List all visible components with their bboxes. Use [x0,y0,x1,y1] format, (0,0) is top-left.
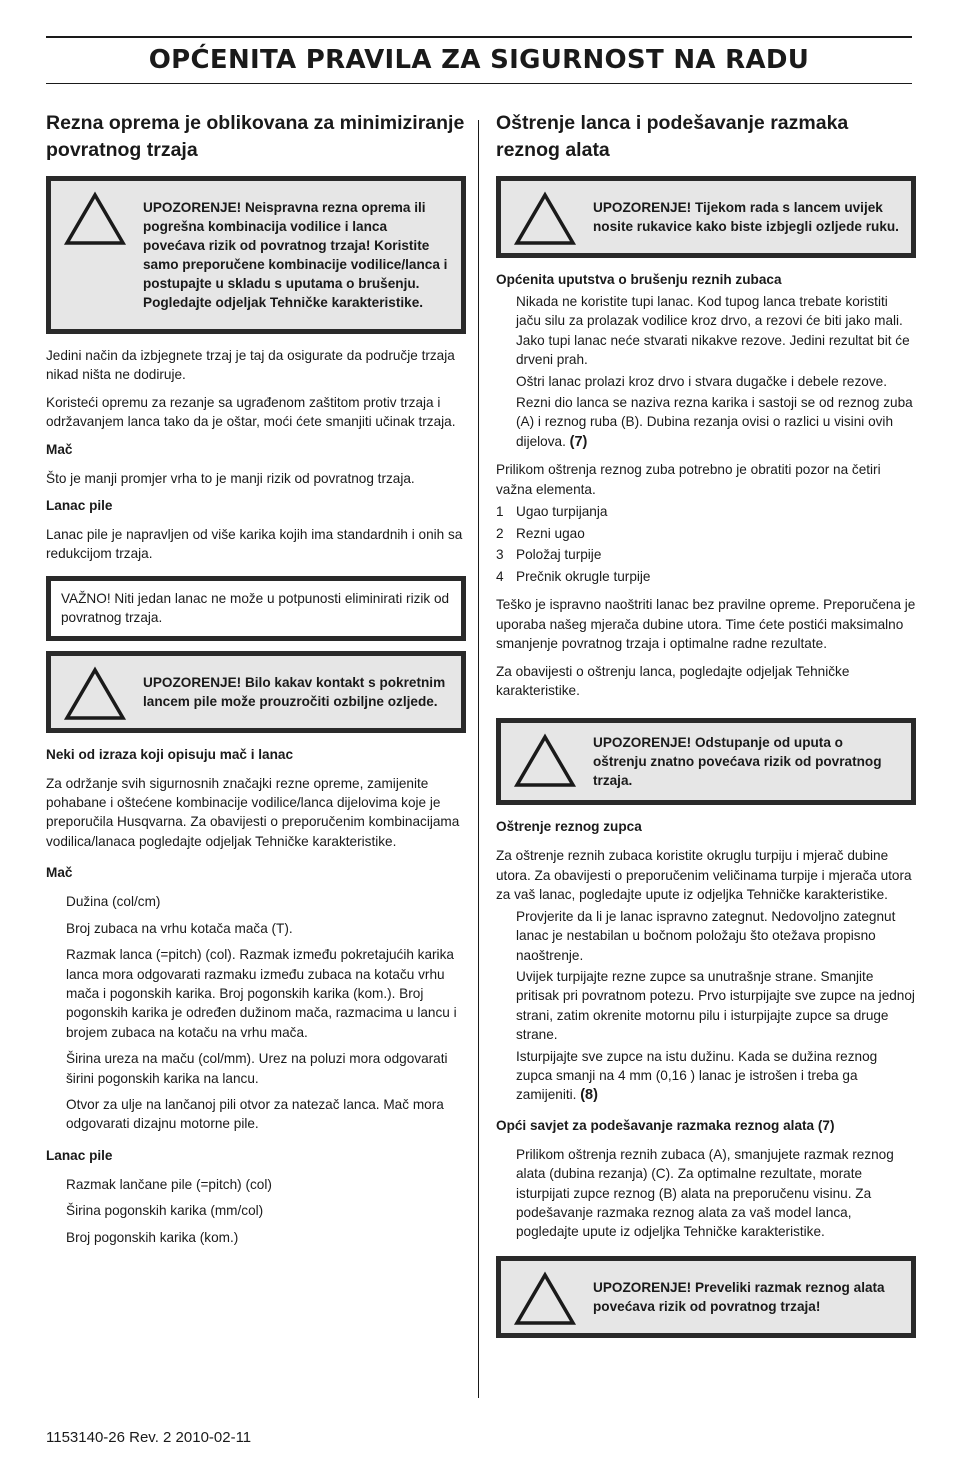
list-item: Razmak lančane pile (=pitch) (col) [66,1176,272,1192]
list-number: 3 [496,547,504,563]
warning-box-depth-gauge [496,1256,916,1338]
subheading-lanac-2: Lanac pile [46,1147,113,1163]
list-text: Ugao turpijanja [516,504,608,520]
warning-box-cutting-equipment [46,176,466,334]
warning-text: UPOZORENJE! Bilo kakav kontakt s pokretnim lancem pile može prouzročiti ozbiljne ozljede. [143,674,446,709]
page-title-bar [46,36,912,84]
paragraph: Za oštrenje reznih zubaca koristite okruglu turpiju i mjerač dubine utora. Za obavijesti o preporučenim veličinama turpije i mjerača utora za vaš lanac, pogledajte upute iz odjeljka Tehničke karakteristike. [496,848,912,903]
paragraph: Jedini način da izbjegnete trzaj je taj da osigurate da područje trzaja nikad ništa ne dodiruje. [46,348,455,383]
paragraph: Koristeći opremu za rezanje sa ugrađenom zaštitom protiv trzaja i održavanjem lanca tako da je oštar, moći ćete smanjiti učinak trzaja. [46,394,456,430]
list-item-text: Rezni dio lanca se naziva rezna karika i sastoji se od reznog zuba (A) i reznog ruba (B). Dubina rezanja ovisi o razlici u visini ovih dijelova. [516,395,913,449]
list-item: Razmak lanca (=pitch) (col). Razmak između pokretajućih karika lanca mora odgovarati razmaku između zubaca na kotaču vrhu mača i pogonskih karika. Broj pogonskih karika (kom.). Broj pogonskih karika je određen dužinom mača, razmacima u lancu i brojem zubaca na kotaču na vrhu mača. [66,947,457,1040]
four-elements-list [496,501,916,587]
list-item [496,393,916,452]
paragraph: Prilikom oštrenja reznih zubaca (A), smanjujete razmak reznog alata (dubina rezanja) (C). Za optimalne rezultate, morate isturpijati zupce reznog (B) alata na preporučenu visinu. Za podešavanje razmaka reznog alata za vaš model lanca, pogledajte upute iz odjeljka Tehničke karakteristike. [516,1146,894,1240]
warning-text: UPOZORENJE! Neispravna rezna oprema ili pogrešna kombinacija vodilice i lanca povećava rizik od povratnog trzaja! Koristite samo preporučene kombinacije vodilice/lanca i postupajte u skladu s uputama o brušenju. Pogledajte odjeljak Tehničke karakteristike. [143,200,448,310]
list-item: Dužina (col/cm) [66,894,161,910]
warning-triangle-icon [513,1271,577,1327]
important-note-box [46,576,466,641]
note-text: VAŽNO! Niti jedan lanac ne može u potpunosti eliminirati rizik od povratnog trzaja. [61,590,450,626]
warning-box-gloves [496,176,916,258]
subheading-sharpening-tooth: Oštrenje reznog zupca [496,819,642,835]
list-item: Širina pogonskih karika (mm/col) [66,1203,264,1219]
list-item [496,566,916,588]
warning-triangle-icon [513,191,577,247]
list-text: Prečnik okrugle turpije [516,568,651,584]
subheading-mac: Mač [46,441,73,457]
list-item: Provjerite da li je lanac ispravno zategnut. Nedovoljno zategnut lanac je nestabilan u bočnom položaju što otežava propisno naoštrenje. [516,908,896,963]
warning-triangle-icon [513,733,577,789]
subheading-depth-gauge: Opći savjet za podešavanje razmaka reznog alata (7) [496,1117,835,1133]
warning-text: UPOZORENJE! Preveliki razmak reznog alata povećava rizik od povratnog trzaja! [593,1279,885,1314]
figure-ref: (7) [569,433,588,450]
paragraph: Za održanje svih sigurnosnih značajki rezne opreme, zamijenite pohabane i oštećene kombinacije vodilice/lanca dijelovima koje je preporučila Husqvarna. Za obavijesti o preporučenim kombinacijama vodilica/lanaca pogledajte odjeljak Tehničke karakteristike. [46,775,460,849]
footer-doc-id: 1153140-26 Rev. 2 2010-02-11 [46,1429,252,1446]
left-column [46,110,466,1254]
list-item [496,1047,916,1106]
list-text: Rezni ugao [516,525,585,541]
list-number: 2 [496,525,504,541]
subheading-general-sharpening: Općenita uputstva o brušenju reznih zubaca [496,272,782,287]
list-item [496,501,916,523]
paragraph: Za obavijesti o oštrenju lanca, pogledajte odjeljak Tehničke karakteristike. [496,663,850,699]
list-item [496,544,916,566]
paragraph: Lanac pile je napravljen od više karika kojih ima standardnih i onih sa redukcijom trzaja. [46,527,463,562]
paragraph: Teško je ispravno naoštriti lanac bez pravilne opreme. Preporučena je uporaba našeg mjerača dubine utora. Time ćete postići maksimalno smanjenje povratnog trzaja i optimalne radne rezultate. [496,597,916,652]
list-item: Broj pogonskih karika (kom.) [66,1229,239,1245]
list-item: Širina ureza na maču (col/mm). Urez na poluzi mora odgovarati širini pogonskih karika na lancu. [66,1051,448,1086]
warning-triangle-icon [63,191,127,247]
warning-box-moving-chain [46,651,466,733]
column-divider [478,120,479,1398]
list-number: 4 [496,568,504,584]
list-item: Otvor za ulje na lančanoj pili otvor za natezač lanca. Mač mora odgovarati dizajnu motorne pile. [66,1096,444,1132]
figure-ref: (8) [580,1087,598,1104]
left-heading: Rezna oprema je oblikovana za minimiziranje povratnog trzaja [46,112,465,161]
paragraph: Prilikom oštrenja reznog zuba potrebno je obratiti pozor na četiri važna elementa. [496,462,881,497]
right-column [496,110,916,1350]
list-item-text: Isturpijajte sve zupce na istu dužinu. Kada se dužina reznog zupca smanji na 4 mm (0,16 ) lanac je istrošen i treba ga zamijeniti. [516,1048,878,1103]
warning-box-deviation [496,718,916,805]
list-item: Uvijek turpijajte rezne zupce sa unutrašnje strane. Smanjite pritisak pri povratnom potezu. Prvo isturpijajte sve zupce na jednoj strani, zatim okrenite motornu pilu i isturpijajte zupce sa druge strane. [516,968,915,1043]
warning-text: UPOZORENJE! Odstupanje od uputa o oštrenju znatno povećava rizik od povratnog trzaja. [593,735,882,789]
list-item: Oštri lanac prolazi kroz drvo i stvara dugačke i debele rezove. [516,373,887,389]
right-heading: Oštrenje lanca i podešavanje razmaka reznog alata [496,112,849,161]
subheading-lanac: Lanac pile [46,498,113,514]
paragraph: Što je manji promjer vrha to je manji rizik od povratnog trzaja. [46,470,415,486]
list-item: Nikada ne koristite tupi lanac. Kod tupog lanca trebate koristiti jaču silu za prolazak vodilice kroz drvo, a rezovi će biti jako mali. Jako tupi lanac neće stvarati nikakve rezove. Jedini rezultat bit će drveni prah. [516,294,910,368]
list-text: Položaj turpije [516,547,602,563]
list-number: 1 [496,504,504,520]
page-title: OPĆENITA PRAVILA ZA SIGURNOST NA RADU [148,45,810,75]
list-item: Broj zubaca na vrhu kotača mača (T). [66,920,293,936]
subheading-mac-2: Mač [46,865,73,881]
subheading-terms: Neki od izraza koji opisuju mač i lanac [46,746,294,762]
list-item [496,523,916,545]
warning-triangle-icon [63,666,127,722]
warning-text: UPOZORENJE! Tijekom rada s lancem uvijek nosite rukavice kako biste izbjegli ozljede ruku. [593,200,899,234]
